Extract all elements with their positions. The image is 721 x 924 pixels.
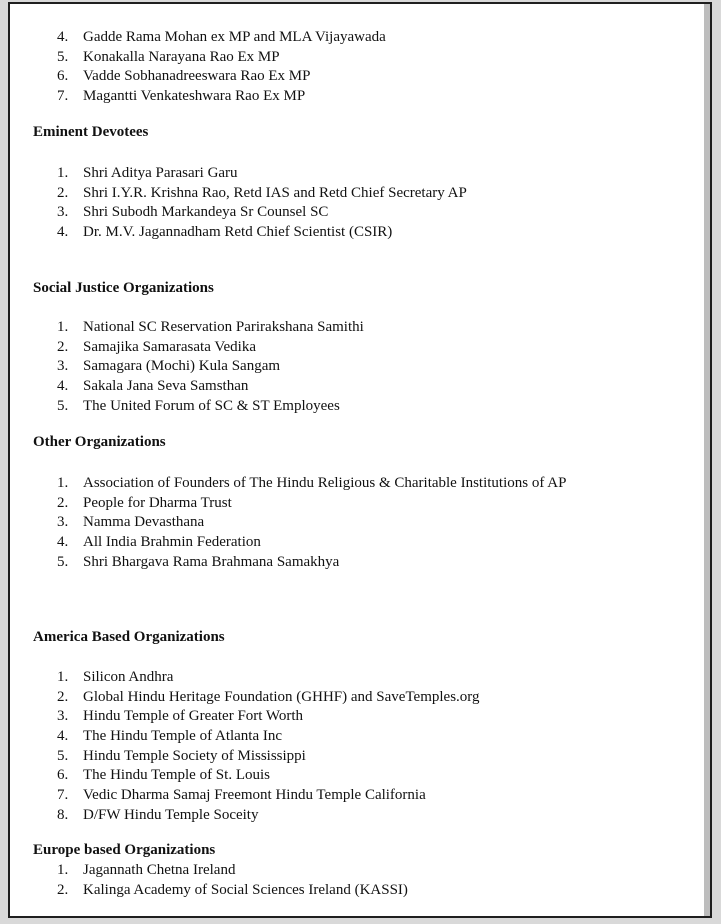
section-heading-america-based: America Based Organizations [33, 629, 225, 645]
list-item: 1. National SC Reservation Parirakshana Samithi [57, 319, 364, 335]
list-item: 1. Silicon Andhra [57, 669, 174, 685]
list-item: 2. People for Dharma Trust [57, 494, 232, 511]
list-item: 2. Samajika Samarasata Vedika [57, 338, 256, 355]
social-justice-list [57, 318, 364, 416]
other-organizations-list [57, 474, 566, 572]
section-heading-europe-based: Europe based Organizations [33, 842, 216, 858]
list-item: 1. Jagannath Chetna Ireland [57, 862, 236, 878]
list-item: 7. Magantti Venkateshwara Rao Ex MP [57, 88, 306, 105]
political-list [57, 28, 386, 107]
list-item: 8. D/FW Hindu Temple Soceity [57, 806, 259, 823]
section-heading-social-justice: Social Justice Organizations [33, 280, 214, 296]
list-item: 2. Kalinga Academy of Social Sciences Ireland (KASSI) [57, 881, 408, 898]
list-item: 7. Vedic Dharma Samaj Freemont Hindu Temple California [57, 787, 426, 804]
list-item: 4. The Hindu Temple of Atlanta Inc [57, 728, 283, 745]
list-item: 3. Shri Subodh Markandeya Sr Counsel SC [57, 204, 329, 221]
list-item: 1. Association of Founders of The Hindu Religious & Charitable Institutions of AP [57, 475, 567, 491]
page-edge-strip [704, 4, 710, 916]
document-page [8, 2, 712, 918]
eminent-devotees-list [57, 164, 467, 243]
section-heading-eminent-devotees: Eminent Devotees [33, 124, 149, 140]
america-based-list [57, 668, 480, 826]
list-item: 1. Shri Aditya Parasari Garu [57, 165, 238, 181]
list-item: 2. Shri I.Y.R. Krishna Rao, Retd IAS and Retd Chief Secretary AP [57, 184, 467, 201]
list-item: 4. All India Brahmin Federation [57, 534, 261, 551]
list-item: 2. Global Hindu Heritage Foundation (GHHF) and SaveTemples.org [57, 688, 480, 705]
list-item: 4. Dr. M.V. Jagannadham Retd Chief Scientist (CSIR) [57, 224, 393, 241]
europe-based-list [57, 861, 408, 900]
list-item: 3. Namma Devasthana [57, 514, 205, 531]
list-item: 5. Konakalla Narayana Rao Ex MP [57, 48, 280, 65]
list-item: 4. Sakala Jana Seva Samsthan [57, 378, 249, 395]
section-heading-other-organizations: Other Organizations [33, 434, 166, 450]
list-item: 6. The Hindu Temple of St. Louis [57, 767, 270, 784]
list-item: 3. Hindu Temple of Greater Fort Worth [57, 708, 304, 725]
list-item: 4. Gadde Rama Mohan ex MP and MLA Vijayawada [57, 29, 386, 45]
list-item: 5. The United Forum of SC & ST Employees [57, 397, 340, 414]
list-item: 3. Samagara (Mochi) Kula Sangam [57, 358, 281, 375]
list-item: 6. Vadde Sobhanadreeswara Rao Ex MP [57, 68, 311, 85]
list-item: 5. Hindu Temple Society of Mississippi [57, 747, 306, 764]
list-item: 5. Shri Bhargava Rama Brahmana Samakhya [57, 553, 340, 570]
